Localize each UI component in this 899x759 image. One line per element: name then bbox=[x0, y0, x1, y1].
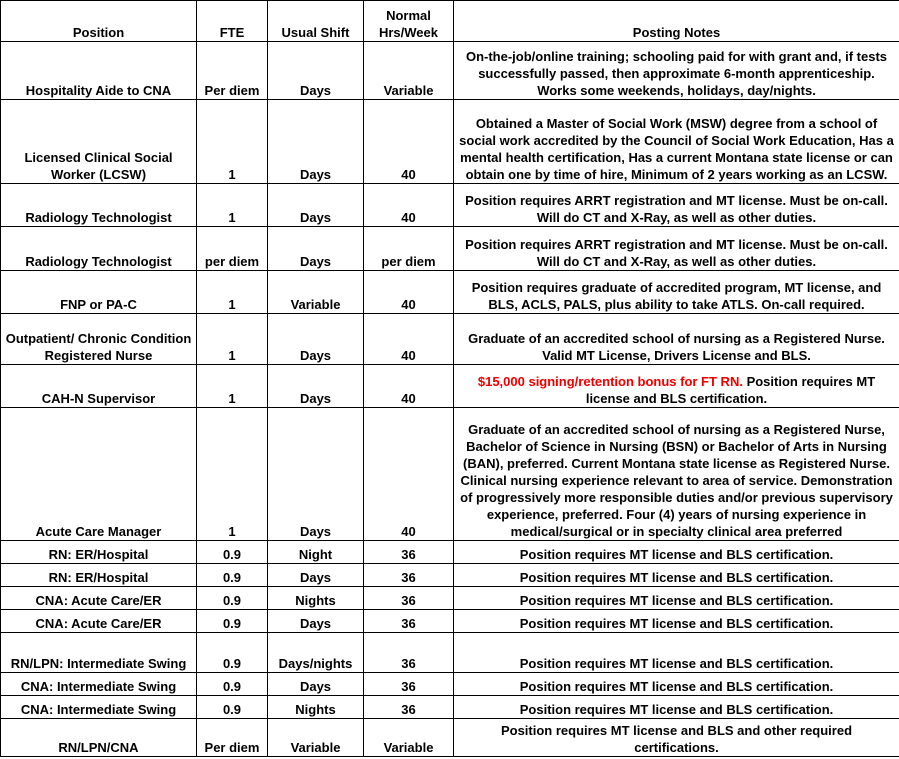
notes-cell: Position requires MT license and BLS certification. bbox=[454, 673, 899, 696]
table-row bbox=[1, 541, 899, 564]
fte-cell: 0.9 bbox=[197, 673, 268, 696]
table-row bbox=[1, 227, 899, 271]
shift-cell: Nights bbox=[268, 696, 364, 719]
position-cell: RN: ER/Hospital bbox=[1, 541, 197, 564]
notes-cell: Position requires MT license and BLS certification. bbox=[454, 587, 899, 610]
hours-cell: 36 bbox=[364, 541, 454, 564]
fte-cell: 0.9 bbox=[197, 610, 268, 633]
position-cell: CNA: Intermediate Swing bbox=[1, 696, 197, 719]
hours-cell: 36 bbox=[364, 587, 454, 610]
hours-cell: 40 bbox=[364, 271, 454, 314]
hours-cell: Variable bbox=[364, 42, 454, 100]
notes-cell: Obtained a Master of Social Work (MSW) degree from a school of social work accredited by the Council of Social Work Education, Has a mental health certification, Has a current Montana state license or can obtain one by time of hire, Minimum of 2 years working as an LCSW. bbox=[454, 100, 899, 184]
table-row bbox=[1, 719, 899, 757]
shift-cell: Night bbox=[268, 541, 364, 564]
hours-cell: 40 bbox=[364, 365, 454, 408]
shift-cell: Days bbox=[268, 610, 364, 633]
shift-cell: Days bbox=[268, 673, 364, 696]
position-cell: RN: ER/Hospital bbox=[1, 564, 197, 587]
table-row bbox=[1, 696, 899, 719]
hours-cell: 36 bbox=[364, 610, 454, 633]
position-cell: CNA: Intermediate Swing bbox=[1, 673, 197, 696]
hours-cell: 36 bbox=[364, 633, 454, 673]
fte-cell: Per diem bbox=[197, 719, 268, 757]
shift-cell: Days bbox=[268, 184, 364, 227]
table-row bbox=[1, 408, 899, 541]
notes-cell: Position requires MT license and BLS and other required certifications. bbox=[454, 719, 899, 757]
notes-cell: Position requires MT license and BLS certification. bbox=[454, 541, 899, 564]
hours-cell: Variable bbox=[364, 719, 454, 757]
position-cell: CNA: Acute Care/ER bbox=[1, 610, 197, 633]
notes-cell: Position requires MT license and BLS certification. bbox=[454, 696, 899, 719]
shift-cell: Days bbox=[268, 42, 364, 100]
position-cell: CAH-N Supervisor bbox=[1, 365, 197, 408]
hours-cell: 40 bbox=[364, 408, 454, 541]
shift-cell: Nights bbox=[268, 587, 364, 610]
notes-cell: Graduate of an accredited school of nursing as a Registered Nurse. Valid MT License, Drivers License and BLS. bbox=[454, 314, 899, 365]
shift-cell: Variable bbox=[268, 271, 364, 314]
hours-cell: per diem bbox=[364, 227, 454, 271]
notes-cell bbox=[454, 365, 899, 408]
fte-cell: Per diem bbox=[197, 42, 268, 100]
shift-cell: Days/nights bbox=[268, 633, 364, 673]
fte-cell: 0.9 bbox=[197, 564, 268, 587]
fte-cell: per diem bbox=[197, 227, 268, 271]
notes-cell: On-the-job/online training; schooling paid for with grant and, if tests successfully passed, then approximate 6-month apprenticeship. Works some weekends, holidays, day/nights. bbox=[454, 42, 899, 100]
fte-cell: 1 bbox=[197, 408, 268, 541]
hours-cell: 36 bbox=[364, 673, 454, 696]
notes-cell: Position requires MT license and BLS certification. bbox=[454, 633, 899, 673]
hours-cell: 40 bbox=[364, 100, 454, 184]
shift-cell: Days bbox=[268, 314, 364, 365]
header-position: Position bbox=[1, 1, 197, 42]
shift-cell: Days bbox=[268, 564, 364, 587]
header-usual-shift: Usual Shift bbox=[268, 1, 364, 42]
table-row bbox=[1, 633, 899, 673]
hours-cell: 40 bbox=[364, 184, 454, 227]
table-row bbox=[1, 564, 899, 587]
notes-cell: Position requires graduate of accredited program, MT license, and BLS, ACLS, PALS, plus ability to take ATLS. On-call required. bbox=[454, 271, 899, 314]
table-row bbox=[1, 271, 899, 314]
notes-cell: Position requires ARRT registration and MT license. Must be on-call. Will do CT and X-Ray, as well as other duties. bbox=[454, 184, 899, 227]
signing-bonus-highlight: $15,000 signing/retention bonus for FT RN. bbox=[477, 374, 743, 389]
table-row bbox=[1, 184, 899, 227]
fte-cell: 0.9 bbox=[197, 696, 268, 719]
position-cell: RN/LPN: Intermediate Swing bbox=[1, 633, 197, 673]
hours-cell: 40 bbox=[364, 314, 454, 365]
shift-cell: Days bbox=[268, 100, 364, 184]
header-posting-notes: Posting Notes bbox=[454, 1, 899, 42]
position-cell: FNP or PA-C bbox=[1, 271, 197, 314]
position-cell: RN/LPN/CNA bbox=[1, 719, 197, 757]
table-row bbox=[1, 42, 899, 100]
notes-cell: Graduate of an accredited school of nursing as a Registered Nurse, Bachelor of Science in Nursing (BSN) or Bachelor of Arts in Nursing (BAN), preferred. Current Montana state license as Registered Nurse. Clinical nursing experience relevant to area of service. Demonstration of progressively more responsible duties and/or previous supervisory experience, preferred. Four (4) years of nursing experience in medical/surgical or in specialty clinical area preferred bbox=[454, 408, 899, 541]
position-cell: Licensed Clinical Social Worker (LCSW) bbox=[1, 100, 197, 184]
position-cell: Outpatient/ Chronic Condition Registered Nurse bbox=[1, 314, 197, 365]
position-cell: Radiology Technologist bbox=[1, 184, 197, 227]
table-row bbox=[1, 314, 899, 365]
fte-cell: 0.9 bbox=[197, 541, 268, 564]
table-row bbox=[1, 610, 899, 633]
fte-cell: 1 bbox=[197, 314, 268, 365]
notes-cell: Position requires MT license and BLS certification. bbox=[454, 610, 899, 633]
notes-text: Position requires MT license and BLS certification. bbox=[585, 374, 876, 406]
fte-cell: 1 bbox=[197, 271, 268, 314]
header-row bbox=[1, 1, 899, 42]
fte-cell: 1 bbox=[197, 365, 268, 408]
notes-cell: Position requires MT license and BLS certification. bbox=[454, 564, 899, 587]
shift-cell: Days bbox=[268, 365, 364, 408]
shift-cell: Days bbox=[268, 408, 364, 541]
position-cell: Hospitality Aide to CNA bbox=[1, 42, 197, 100]
table-row bbox=[1, 365, 899, 408]
position-cell: Acute Care Manager bbox=[1, 408, 197, 541]
hours-cell: 36 bbox=[364, 564, 454, 587]
header-normal-hrs-week: Normal Hrs/Week bbox=[364, 1, 454, 42]
position-cell: Radiology Technologist bbox=[1, 227, 197, 271]
table-row bbox=[1, 100, 899, 184]
table-row bbox=[1, 587, 899, 610]
table-row bbox=[1, 673, 899, 696]
fte-cell: 1 bbox=[197, 100, 268, 184]
position-cell: CNA: Acute Care/ER bbox=[1, 587, 197, 610]
hours-cell: 36 bbox=[364, 696, 454, 719]
fte-cell: 1 bbox=[197, 184, 268, 227]
shift-cell: Variable bbox=[268, 719, 364, 757]
header-fte: FTE bbox=[197, 1, 268, 42]
shift-cell: Days bbox=[268, 227, 364, 271]
fte-cell: 0.9 bbox=[197, 633, 268, 673]
fte-cell: 0.9 bbox=[197, 587, 268, 610]
notes-cell: Position requires ARRT registration and MT license. Must be on-call. Will do CT and X-Ray, as well as other duties. bbox=[454, 227, 899, 271]
